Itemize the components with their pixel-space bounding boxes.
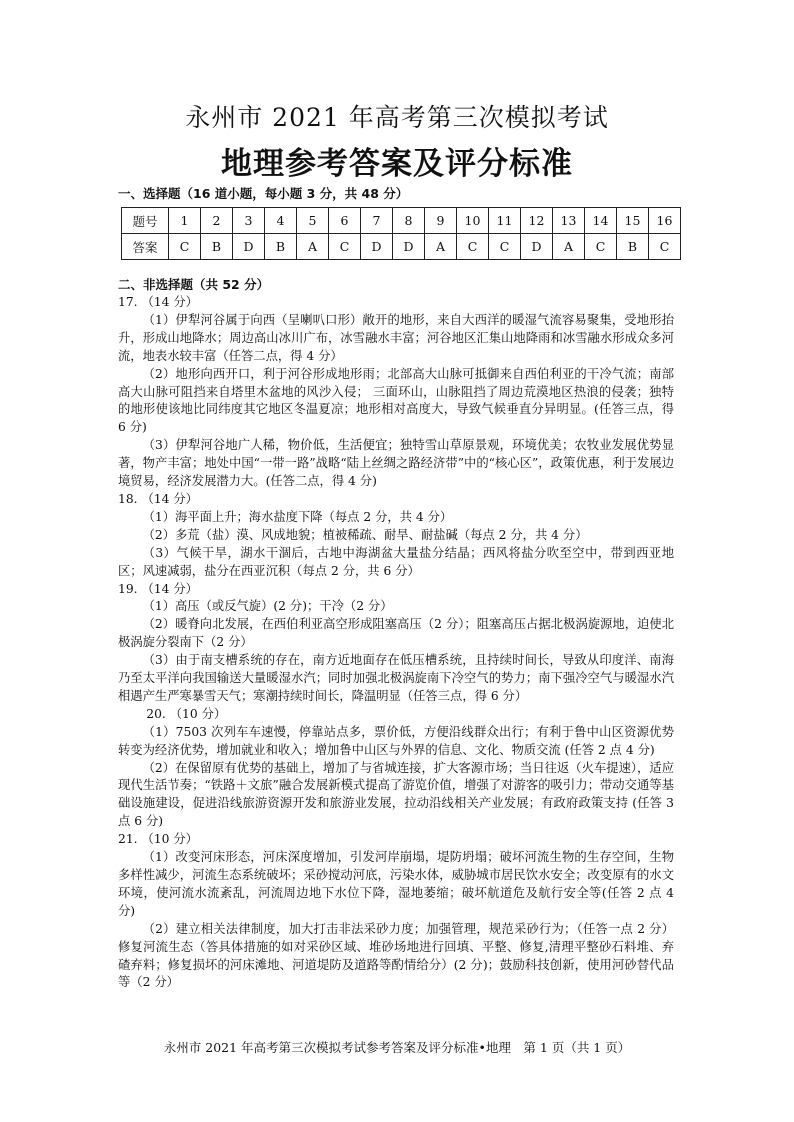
question-heading: 19. （14 分） — [118, 581, 198, 596]
answer-cell: D — [521, 234, 553, 260]
answer-cell: C — [169, 234, 201, 260]
question-number-cell: 6 — [329, 208, 361, 234]
answer-paragraph: （3）伊犁河谷地广人稀，物价低，生活便宜；独特雪山草原景观，环境优美；农牧业发展优势显著，物产丰富；地处中国“一带一路”战略“陆上丝绸之路经济带”中的“核心区”，政策优惠，利于发展边境贸易，经济发展潜力大。(任答二点，得 4 分) — [118, 438, 674, 489]
page-footer: 永州市 2021 年高考第三次模拟考试参考答案及评分标准•地理 第 1 页（共 1 页） — [163, 1040, 631, 1055]
answer-paragraph: （2）地形向西开口，利于河谷形成地形雨；北部高大山脉可抵御来自西伯利亚的干冷气流；南部高大山脉可阻挡来自塔里木盆地的风沙入侵； 三面环山，山脉阻挡了周边荒漠地区热浪的侵袭；独特的地形使该地比同纬度其它地区冬温夏凉；地形相对高度大，导致气候垂直分异明显。(任答三点，得 6 分) — [118, 366, 674, 435]
answer-cell: D — [393, 234, 425, 260]
question-number-cell: 7 — [361, 208, 393, 234]
answer-paragraph: （3）由于南支槽系统的存在，南方近地面存在低压槽系统，且持续时间长，导致从印度洋、南海乃至太平洋向我国输送大量暖湿水汽；同时加强北极涡旋南下冷空气的势力；南下强冷空气与暖湿水汽相遇产生严寒暴雪天气；寒潮持续时间长，降温明显（任答三点，得 6 分） — [118, 653, 674, 703]
answer-paragraph: （2）在保留原有优势的基础上，增加了与省城连接，扩大客源市场；当日往返（火车提速），适应现代生活节奏；“铁路＋文旅”融合发展新模式提高了游览价值，增强了对游客的吸引力；带动交通等基础设施建设，促进沿线旅游资源开发和旅游业发展，拉动沿线相关产业发展；有政府政策支持 (任答 3 点 6 分) — [118, 760, 674, 829]
question-number-cell: 10 — [457, 208, 489, 234]
answer-cell: B — [265, 234, 297, 260]
question-number-cell: 14 — [585, 208, 617, 234]
answer-cell: D — [233, 234, 265, 260]
answer-table-number-row — [122, 208, 681, 234]
question-number-cell: 11 — [489, 208, 521, 234]
row-label-answer: 答案 — [122, 234, 169, 260]
question-heading: 17. （14 分） — [118, 295, 198, 309]
question-number-cell: 5 — [297, 208, 329, 234]
answer-table — [121, 207, 681, 260]
section1-heading: 一、选择题（16 道小题，每小题 3 分，共 48 分） — [118, 186, 409, 201]
answer-paragraph: （1）7503 次列车车速慢，停靠站点多，票价低，方便沿线群众出行；有利于鲁中山区资源优势转变为经济优势，增加就业和收入；增加鲁中山区与外界的信息、文化、物质交流 (任答 2 点 4 分) — [118, 724, 674, 757]
answer-body — [118, 294, 674, 992]
section2-heading: 二、非选择题（共 52 分） — [118, 277, 270, 292]
answer-paragraph: （1）改变河床形态，河床深度增加，引发河岸崩塌，堤防坍塌；破坏河流生物的生存空间，生物多样性减少，河流生态系统破坏；采砂搅动河底，污染水体，威胁城市居民饮水安全；改变原有的水文环境，使河流水流紊乱，河流周边地下水位下降，湿地萎缩；破坏航道危及航行安全等(任答 2 点 4 分) — [118, 850, 674, 918]
question-number-cell: 4 — [265, 208, 297, 234]
answer-cell: D — [361, 234, 393, 260]
answer-paragraph: （1）海平面上升；海水盐度下降（每点 2 分，共 4 分） — [142, 509, 453, 524]
answer-paragraph: （2）多荒（盐）漠、风成地貌；植被稀疏、耐旱、耐盐碱（每点 2 分，共 4 分） — [142, 527, 588, 542]
question-number-cell: 12 — [521, 208, 553, 234]
answer-table-answer-row — [122, 234, 681, 260]
answer-cell: B — [617, 234, 649, 260]
answer-paragraph: （1）高压（或反气旋）(2 分)；干冷（2 分） — [142, 599, 393, 614]
question-number-cell: 2 — [201, 208, 233, 234]
answer-paragraph: （1）伊犁河谷属于向西（呈喇叭口形）敞开的地形，来自大西洋的暖湿气流容易聚集，受地形抬升，形成山地降水；周边高山冰川广布，冰雪融水丰富；河谷地区汇集山地降雨和冰雪融水形成众多河流，地表水较丰富（任答二点，得 4 分） — [118, 312, 674, 363]
answer-cell: A — [425, 234, 457, 260]
row-label-number: 题号 — [122, 208, 169, 234]
answer-cell: A — [297, 234, 329, 260]
question-heading: 18. （14 分） — [118, 491, 198, 506]
question-number-cell: 13 — [553, 208, 585, 234]
question-number-cell: 1 — [169, 208, 201, 234]
answer-cell: C — [649, 234, 681, 260]
answer-paragraph: （2）暖脊向北发展，在西伯利亚高空形成阻塞高压（2 分）；阻塞高压占据北极涡旋源地，迫使北极涡旋分裂南下（2 分） — [118, 617, 674, 650]
answer-cell: C — [489, 234, 521, 260]
answer-cell: A — [553, 234, 585, 260]
question-number-cell: 9 — [425, 208, 457, 234]
question-number-cell: 16 — [649, 208, 681, 234]
exam-title: 永州市 2021 年高考第三次模拟考试 — [185, 103, 609, 132]
question-heading: 21. （10 分） — [118, 832, 198, 847]
answer-paragraph: 20. （10 分） — [146, 706, 227, 721]
document-title: 地理参考答案及评分标准 — [221, 146, 573, 182]
answer-paragraph: （2）建立相关法律制度，加大打击非法采砂力度；加强管理，规范采砂行为；（任答一点 2 分）修复河流生态（答具体措施的如对采砂区域、堆砂场地进行回填、平整、修复,清理平整砂石料堆、弃碴弃料；修复损坏的河床滩地、河道堤防及道路等酌情给分）(2 分)；鼓励科技创新，使用河砂替代品等（2 分） — [118, 921, 674, 990]
answer-cell: C — [457, 234, 489, 260]
question-number-cell: 3 — [233, 208, 265, 234]
answer-cell: B — [201, 234, 233, 260]
question-number-cell: 15 — [617, 208, 649, 234]
question-number-cell: 8 — [393, 208, 425, 234]
answer-cell: C — [585, 234, 617, 260]
answer-paragraph: （3）气候干旱，湖水干涸后，古地中海湖盆大量盐分结晶；西风将盐分吹至空中，带到西亚地区；风速减弱，盐分在西亚沉积（每点 2 分，共 6 分） — [118, 545, 674, 578]
answer-cell: C — [329, 234, 361, 260]
